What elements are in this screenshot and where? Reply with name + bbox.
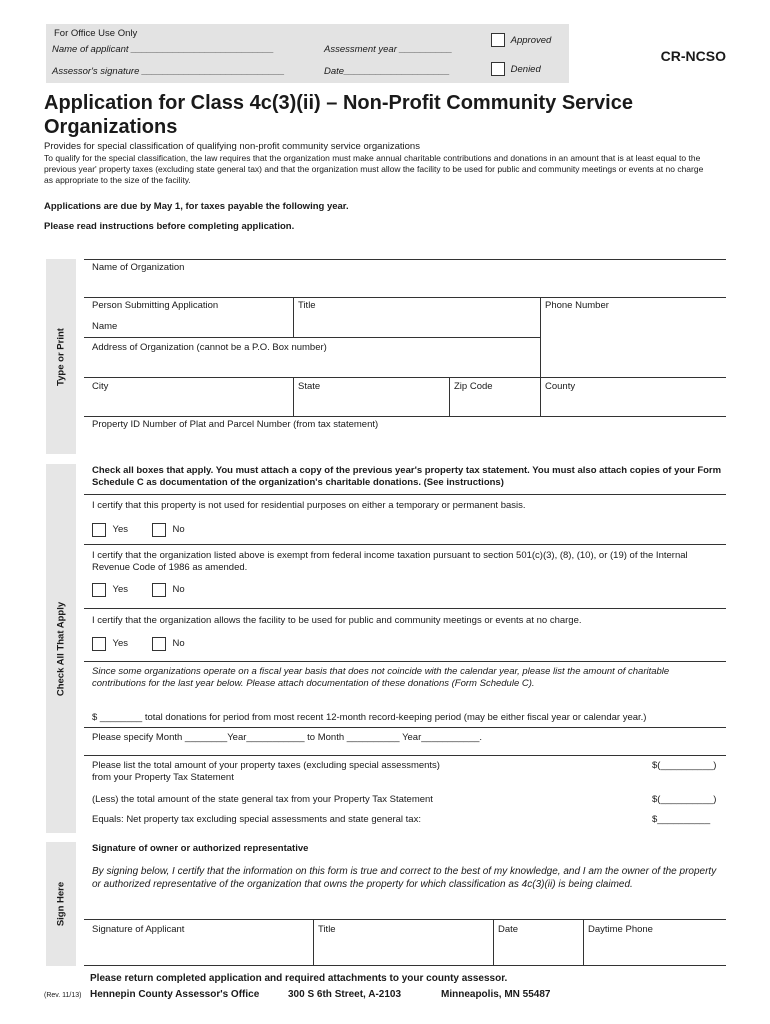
form-code: CR-NCSO <box>660 48 726 64</box>
total-donations-field[interactable]: $ ________ total donations for period from most recent 12-month record-keeping period (may be either fiscal year or calendar year.) <box>92 712 647 723</box>
denied-label: Denied <box>510 63 541 75</box>
address-field[interactable]: Address of Organization (cannot be a P.O. Box number) <box>92 342 327 353</box>
read-instructions-note: Please read instructions before completing application. <box>44 221 295 232</box>
approved-checkbox[interactable] <box>491 33 505 47</box>
assessor-signature-field[interactable]: Assessor's signature ___________________________ <box>52 66 285 77</box>
org-name-field[interactable]: Name of Organization <box>92 262 185 273</box>
zip-field[interactable]: Zip Code <box>454 381 493 392</box>
cert1-yes-option[interactable]: Yes <box>92 523 128 537</box>
cert3-yes-option[interactable]: Yes <box>92 637 128 651</box>
revision-date: (Rev. 11/13) <box>44 992 82 999</box>
cert2-yes-checkbox[interactable] <box>92 583 106 597</box>
person-submitting-label: Person Submitting Application <box>92 300 219 311</box>
assessment-year-field[interactable]: Assessment year __________ <box>324 44 453 55</box>
return-instructions: Please return completed application and required attachments to your county assessor. <box>90 973 508 984</box>
cert2-no-checkbox[interactable] <box>152 583 166 597</box>
net-tax-amount[interactable]: $__________ <box>652 814 711 825</box>
property-taxes-amount[interactable]: $(__________) <box>652 760 717 771</box>
side-label-type-or-print: Type or Print <box>46 259 76 454</box>
cert3-no-checkbox[interactable] <box>152 637 166 651</box>
city-field[interactable]: City <box>92 381 109 392</box>
office-use-title: For Office Use Only <box>54 28 138 39</box>
certify-exempt-text: I certify that the organization listed above is exempt from federal income taxation pursuant to section 501(c)(3), (8), (10), or (19) of the Internal Revenue Code of 1986 as amended. <box>92 550 688 573</box>
cert1-no-option[interactable]: No <box>152 523 185 537</box>
certify-facility-text: I certify that the organization allows the facility to be used for public and community meetings or events at no charge. <box>92 615 582 626</box>
intro-text: To qualify for the special classification, the law requires that the organization must make annual charitable contributions and donations in an amount that is at least equal to the previous year' property taxes (excluding state general tax) and that the organization must allow the facility to be used for public and community meetings or events at no charge as appropriate to the size of the facility. <box>44 153 704 185</box>
fiscal-year-note: Since some organizations operate on a fiscal year basis that does not coincide with the calendar year, please list the amount of charitable contributions for the last year below. Please attach documentation of these donations (Form Schedule C). <box>92 666 670 689</box>
applicant-signature-field[interactable]: Signature of Applicant <box>92 924 185 935</box>
signature-date-field[interactable]: Date <box>498 924 519 935</box>
phone-field[interactable]: Phone Number <box>545 300 609 311</box>
office-date-field[interactable]: Date____________________ <box>324 66 450 77</box>
office-use-box <box>46 24 569 83</box>
cert3-yes-checkbox[interactable] <box>92 637 106 651</box>
approved-label: Approved <box>510 34 552 46</box>
title-field[interactable]: Title <box>298 300 316 311</box>
subtitle: Provides for special classification of qualifying non-profit community service organizations <box>44 141 420 152</box>
signer-title-field[interactable]: Title <box>318 924 336 935</box>
assessor-office-city: Minneapolis, MN 55487 <box>441 989 551 1000</box>
less-state-tax-label: (Less) the total amount of the state general tax from your Property Tax Statement <box>92 794 433 805</box>
assessor-office-name: Hennepin County Assessor's Office <box>90 989 260 1000</box>
less-state-tax-amount[interactable]: $(__________) <box>652 794 717 805</box>
person-name-field[interactable]: Name <box>92 321 118 332</box>
state-field[interactable]: State <box>298 381 321 392</box>
due-date-note: Applications are due by May 1, for taxes payable the following year. <box>44 201 349 212</box>
check-instructions: Check all boxes that apply. You must attach a copy of the previous year's property tax statement. You must also attach copies of your Form Schedule C as documentation of the organization's charitable donations. (See instructions) <box>92 465 722 488</box>
period-field[interactable]: Please specify Month ________Year___________ to Month __________ Year___________. <box>92 732 483 743</box>
denied-checkbox[interactable] <box>491 62 505 76</box>
net-tax-label: Equals: Net property tax excluding special assessments and state general tax: <box>92 814 421 825</box>
side-label-check-all: Check All That Apply <box>46 464 76 833</box>
property-taxes-label: Please list the total amount of your property taxes (excluding special assessments) from your Property Tax Statement <box>92 760 440 783</box>
cert1-no-checkbox[interactable] <box>152 523 166 537</box>
cert2-no-option[interactable]: No <box>152 583 185 597</box>
county-field[interactable]: County <box>545 381 576 392</box>
property-id-field[interactable]: Property ID Number of Plat and Parcel Number (from tax statement) <box>92 419 379 430</box>
signature-statement: By signing below, I certify that the information on this form is true and correct to the best of my knowledge, and I am the owner of the property or authorized representative of the organization that owns the property for which classification as 4c(3)(ii) is being claimed. <box>92 866 717 890</box>
side-label-sign-here: Sign Here <box>46 842 76 966</box>
page-title: Application for Class 4c(3)(ii) – Non-Profit Community Service Organizations <box>44 92 633 138</box>
applicant-name-field[interactable]: Name of applicant ___________________________ <box>52 44 274 55</box>
cert1-yes-checkbox[interactable] <box>92 523 106 537</box>
daytime-phone-field[interactable]: Daytime Phone <box>588 924 653 935</box>
cert2-yes-option[interactable]: Yes <box>92 583 128 597</box>
signature-heading: Signature of owner or authorized representative <box>92 843 309 854</box>
assessor-office-street: 300 S 6th Street, A-2103 <box>288 989 402 1000</box>
cert3-no-option[interactable]: No <box>152 637 185 651</box>
certify-residential-text: I certify that this property is not used for residential purposes on either a temporary or permanent basis. <box>92 500 526 511</box>
